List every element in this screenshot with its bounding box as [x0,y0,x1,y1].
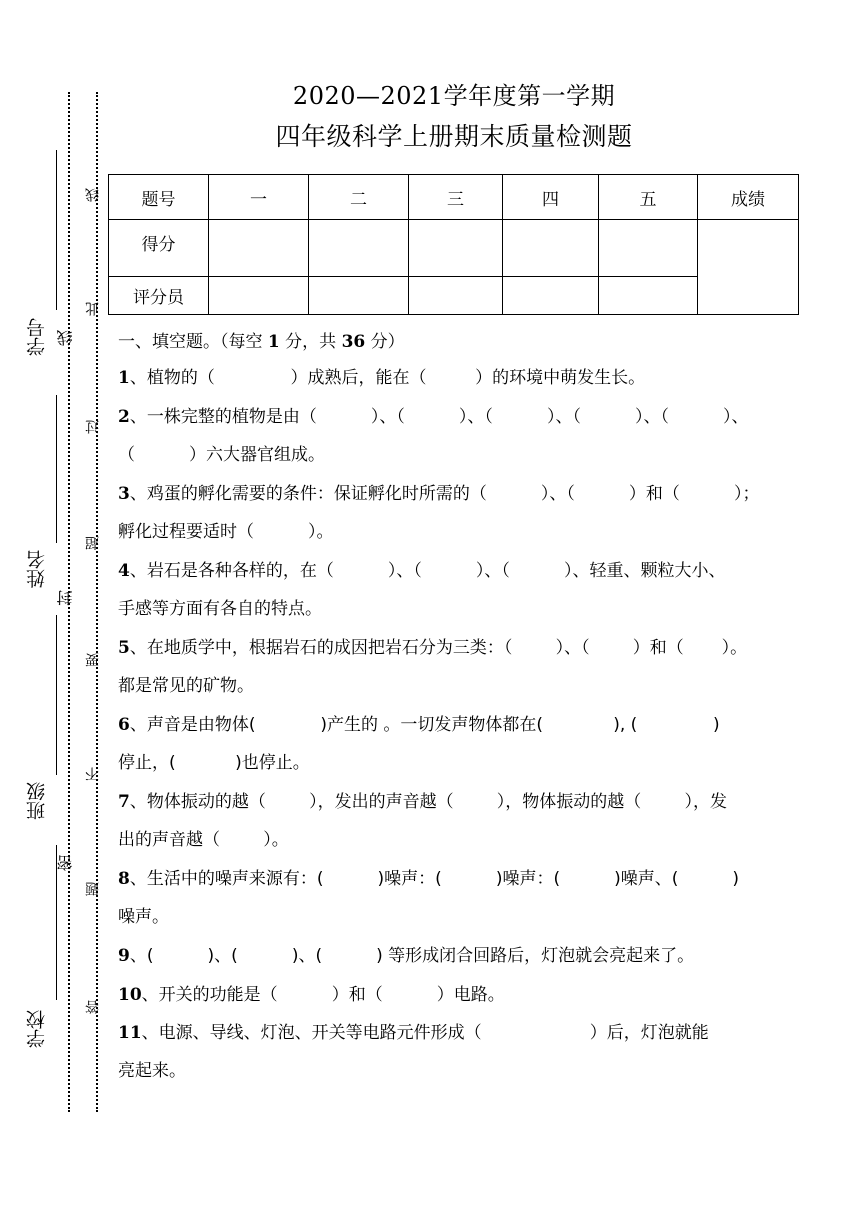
points-each: 1 [267,332,280,352]
score-row-label: 得分 [109,220,209,277]
seal-inner-char: 超 [85,536,101,550]
question-3 [118,475,794,551]
question-text: 、岩石是各种各样的，在（ ）、（ ）、（ ）、轻重、颗粒大小、 [129,561,726,581]
question-number: 2 [118,407,130,427]
score-cell[interactable] [503,220,599,277]
class-label: 班级 [26,782,48,820]
section-heading-mid: 分，共 [279,332,342,352]
seal-inner-char: 答 [85,1000,101,1014]
question-text-cont: 手感等方面有各自的特点。 [118,599,322,619]
header-cell: 五 [599,175,698,220]
question-text: 、生活中的噪声来源有：( )噪声：( )噪声：( )噪声、( ) [129,869,740,889]
seal-inner-char: 要 [85,653,101,667]
class-underline [56,615,57,775]
header-cell: 成绩 [698,175,799,220]
question-number: 10 [118,985,142,1005]
question-2 [118,398,794,474]
header-cell: 三 [409,175,503,220]
seal-inner-char: 不 [85,767,101,781]
seal-inner-char: 题 [85,882,101,896]
score-table [108,174,799,315]
school-label: 学校 [26,1010,48,1048]
question-text: 、电源、导线、灯泡、开关等电路元件形成（ ）后，灯泡就能 [141,1023,709,1043]
grader-cell[interactable] [503,277,599,315]
question-text-cont: 亮起来。 [118,1061,186,1081]
seal-inner-char: 过 [85,420,101,434]
question-number: 5 [118,638,130,658]
question-number: 8 [118,869,130,889]
question-text-cont: 停止，( )也停止。 [118,753,310,773]
score-row [109,220,799,277]
question-number: 4 [118,561,130,581]
question-number: 3 [118,484,130,504]
question-1 [118,359,794,397]
question-text-cont: 孵化过程要适时（ ）。 [118,522,334,542]
seal-secret-char: 密 [56,855,75,871]
question-4 [118,552,794,628]
question-number: 9 [118,946,130,966]
seal-inner-char: 此 [85,302,101,316]
grader-row [109,277,799,315]
question-text: 、在地质学中，根据岩石的成因把岩石分为三类：（ ）、（ ）和（ ）。 [129,638,748,658]
question-10 [118,976,794,1014]
question-text-cont: 都是常见的矿物。 [118,676,254,696]
exam-year-title: 2020—2021学年度第一学期 [292,82,616,110]
section-heading-prefix: 一、填空题。（每空 [118,332,268,352]
grader-cell[interactable] [409,277,503,315]
student-id-underline [56,150,57,310]
question-text: 、物体振动的越（ ），发出的声音越（ ），物体振动的越（ ），发 [129,792,728,812]
question-5 [118,629,794,705]
points-total: 36 [341,332,366,352]
section-heading [118,327,405,352]
exam-subject-title: 四年级科学上册期末质量检测题 [275,122,633,151]
score-cell[interactable] [599,220,698,277]
section-heading-suffix: 分） [365,332,405,352]
question-7 [118,783,794,859]
header-cell: 二 [309,175,409,220]
header-cell: 四 [503,175,599,220]
name-label: 姓名 [26,550,48,588]
question-number: 6 [118,715,130,735]
question-text: 、开关的功能是（ ）和（ ）电路。 [141,985,505,1005]
score-cell[interactable] [309,220,409,277]
header-cell: 题号 [109,175,209,220]
question-text: 、植物的（ ）成熟后，能在（ ）的环境中萌发生长。 [129,368,646,388]
question-text-cont: （ ）六大器官组成。 [118,445,326,465]
question-text: 、鸡蛋的孵化需要的条件：保证孵化时所需的（ ）、（ ）和（ ）； [129,484,760,504]
student-id-label: 学号 [26,318,48,356]
question-9 [118,937,794,975]
seal-inner-char: 线 [85,188,101,202]
grader-cell[interactable] [309,277,409,315]
score-cell[interactable] [409,220,503,277]
question-text: 、( )、( )、( ) 等形成闭合回路后，灯泡就会亮起来了。 [129,946,695,966]
question-text: 、声音是由物体( )产生的 。一切发声物体都在( ), ( ) [129,715,720,735]
question-number: 1 [118,368,130,388]
score-cell[interactable] [209,220,309,277]
question-11 [118,1014,794,1090]
seal-line-char: 线 [56,330,75,346]
binding-dotted-line-inner [96,92,98,1112]
total-grade-cell[interactable] [698,220,799,315]
seal-seal-char: 封 [56,590,75,606]
question-text-cont: 噪声。 [118,907,169,927]
question-8 [118,860,794,936]
grader-cell[interactable] [599,277,698,315]
question-number: 7 [118,792,130,812]
question-text-cont: 出的声音越（ ）。 [118,830,289,850]
name-underline [56,395,57,543]
question-number: 11 [118,1023,142,1043]
header-cell: 一 [209,175,309,220]
question-text: 、一株完整的植物是由（ ）、（ ）、（ ）、（ ）、（ ）、 [129,407,749,427]
question-6 [118,706,794,782]
grader-row-label: 评分员 [109,277,209,315]
grader-cell[interactable] [209,277,309,315]
score-table-header-row [109,175,799,220]
